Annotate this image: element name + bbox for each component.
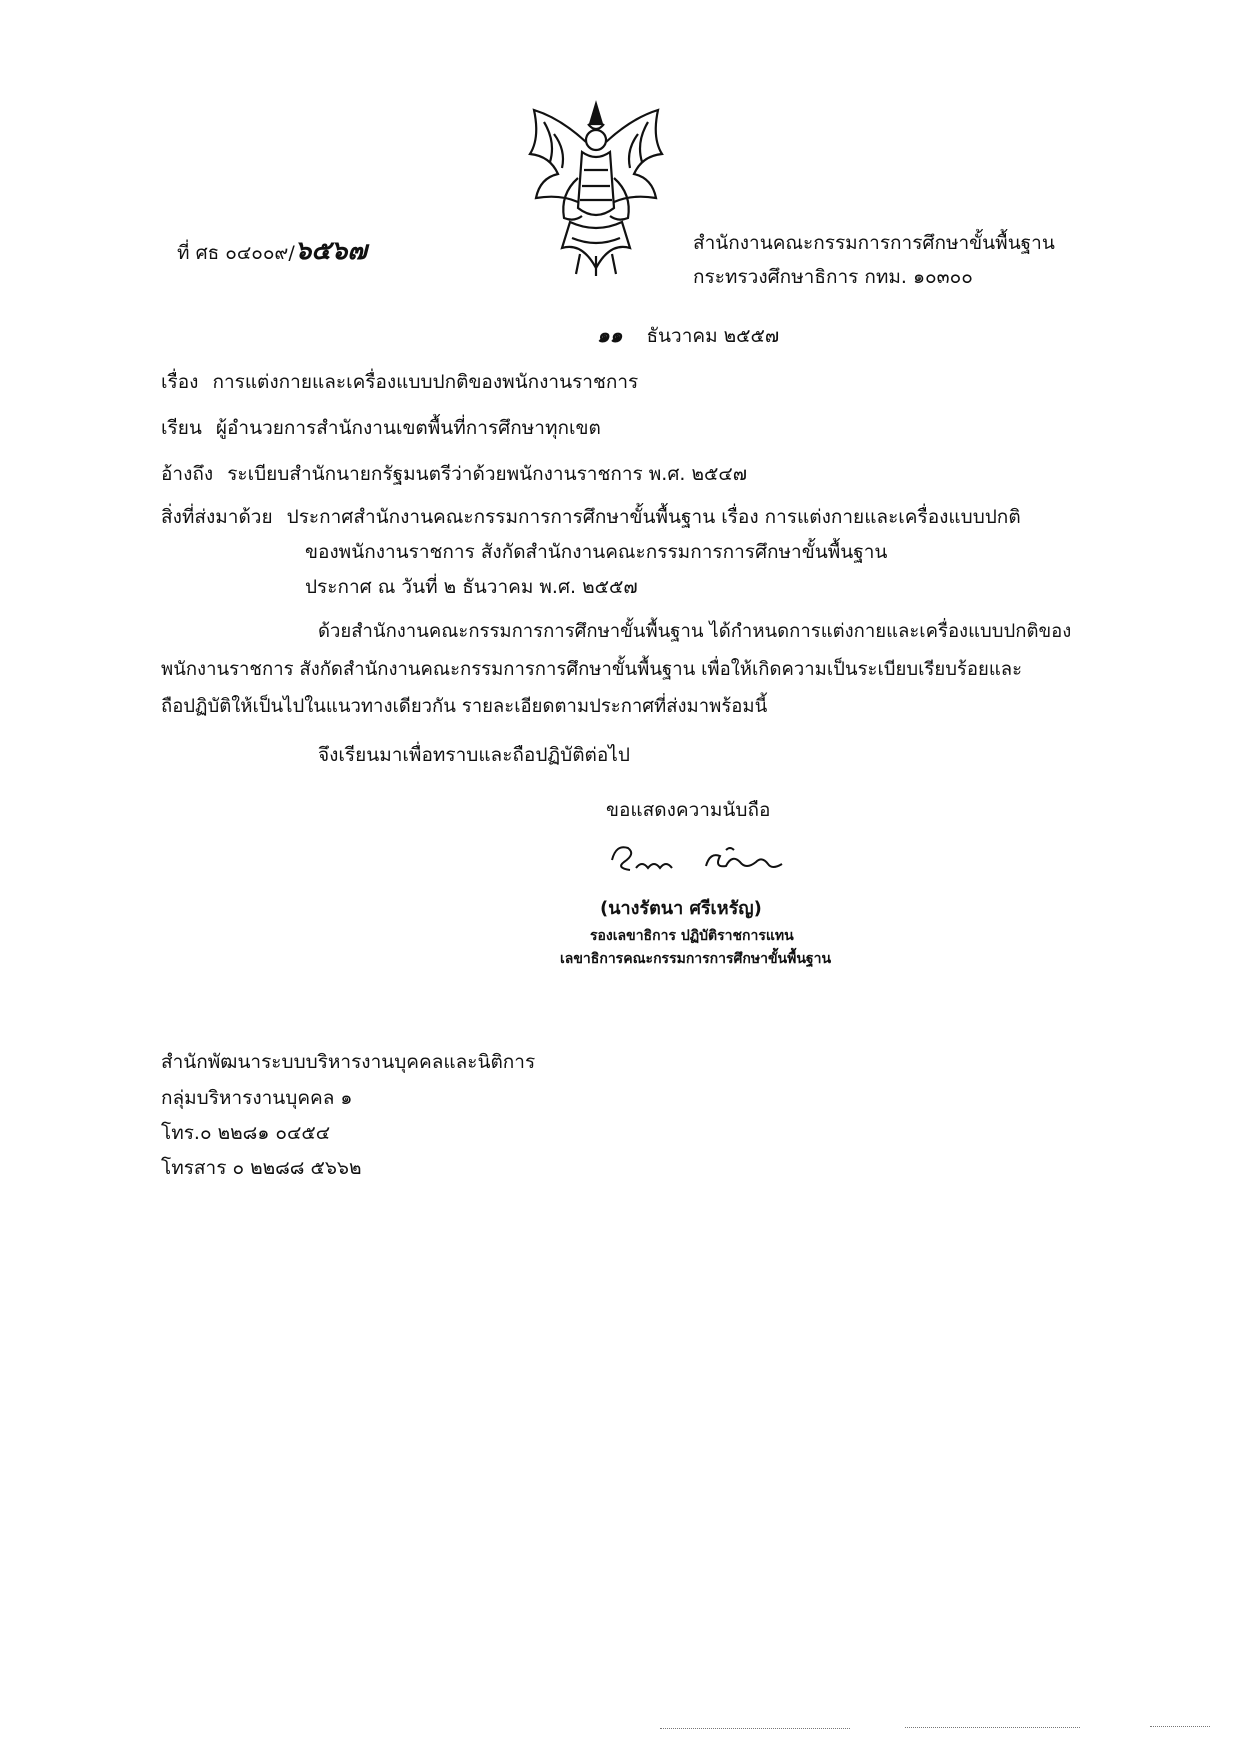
document-number [177, 230, 367, 271]
date-month-year: ธันวาคม ๒๕๕๗ [646, 325, 780, 347]
body-paragraph-line-1: ด้วยสำนักงานคณะกรรมการการศึกษาขั้นพื้นฐาน ได้กำหนดการแต่งกายและเครื่องแบบปกติของ [318, 621, 1072, 642]
reference-text: ระเบียบสำนักนายกรัฐมนตรีว่าด้วยพนักงานราชการ พ.ศ. ๒๕๔๗ [227, 463, 748, 485]
signatory-name: (นางรัตนา ศรีเหรัญ) [600, 898, 762, 919]
footer-unit: สำนักพัฒนาระบบบริหารงานบุคคลและนิติการ [161, 1051, 536, 1073]
office-name: สำนักงานคณะกรรมการการศึกษาขั้นพื้นฐาน [693, 232, 1055, 254]
enclosure-text-1: ประกาศสำนักงานคณะกรรมการการศึกษาขั้นพื้นฐาน เรื่อง การแต่งกายและเครื่องแบบปกติ [286, 506, 1021, 528]
enclosure-text-2: ของพนักงานราชการ สังกัดสำนักงานคณะกรรมการการศึกษาขั้นพื้นฐาน [305, 541, 888, 563]
document-number-prefix: ที่ ศธ ๐๔๐๐๙/ [177, 242, 295, 264]
subject-line [161, 367, 638, 397]
signatory-title-2: เลขาธิการคณะกรรมการการศึกษาขั้นพื้นฐาน [560, 951, 832, 967]
reference-line [161, 459, 747, 489]
footer-phone: โทร.๐ ๒๒๘๑ ๐๔๕๔ [161, 1122, 331, 1144]
enclosure-line [161, 502, 1021, 532]
scan-artifact-line [1150, 1726, 1210, 1727]
enclosure-label: สิ่งที่ส่งมาด้วย [161, 506, 273, 528]
date-day: ๑๑ [597, 323, 623, 347]
office-address: กระทรวงศึกษาธิการ กทม. ๑๐๓๐๐ [693, 266, 973, 288]
handwritten-signature-icon [606, 838, 816, 880]
recipient-label: เรียน [161, 417, 202, 439]
document-number-handwritten: ๖๕๖๗ [294, 236, 367, 266]
enclosure-text-3: ประกาศ ณ วันที่ ๒ ธันวาคม พ.ศ. ๒๕๕๗ [305, 576, 638, 598]
subject-text: การแต่งกายและเครื่องแบบปกติของพนักงานราชการ [212, 371, 639, 393]
body-paragraph-line-2: พนักงานราชการ สังกัดสำนักงานคณะกรรมการการศึกษาขั้นพื้นฐาน เพื่อให้เกิดความเป็นระเบียบเรียบร้อยและ [161, 659, 1023, 680]
footer-fax: โทรสาร ๐ ๒๒๘๘ ๕๖๖๒ [161, 1157, 362, 1179]
closing-request: จึงเรียนมาเพื่อทราบและถือปฏิบัติต่อไป [318, 744, 630, 766]
signatory-title-1: รองเลขาธิการ ปฏิบัติราชการแทน [590, 928, 794, 944]
recipient-line [161, 413, 601, 443]
document-date [597, 319, 779, 351]
footer-group: กลุ่มบริหารงานบุคคล ๑ [161, 1087, 353, 1109]
subject-label: เรื่อง [161, 371, 199, 393]
regards-text: ขอแสดงความนับถือ [606, 799, 771, 821]
recipient-text: ผู้อำนวยการสำนักงานเขตพื้นที่การศึกษาทุกเขต [215, 417, 601, 439]
scan-artifact-line [660, 1728, 850, 1729]
reference-label: อ้างถึง [161, 463, 214, 485]
body-paragraph-line-3: ถือปฏิบัติให้เป็นไปในแนวทางเดียวกัน รายละเอียดตามประกาศที่ส่งมาพร้อมนี้ [161, 696, 768, 717]
scan-artifact-line [905, 1727, 1080, 1728]
garuda-emblem-icon [520, 98, 672, 278]
